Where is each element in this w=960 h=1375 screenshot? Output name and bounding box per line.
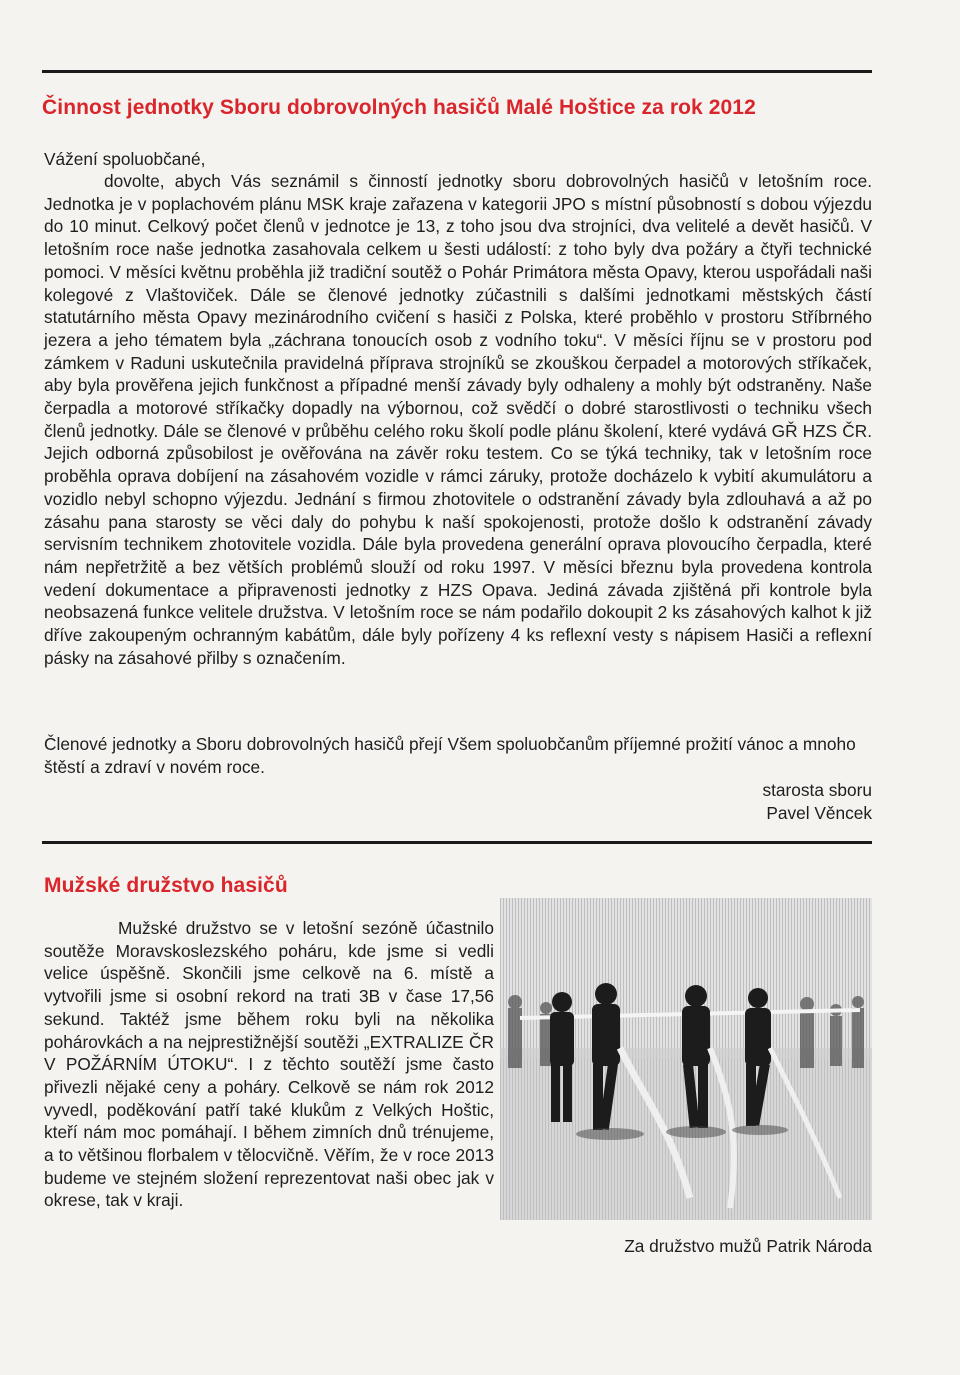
holiday-wish: Členové jednotky a Sboru dobrovolných hasičů přejí Všem spoluobčanům příjemné prožití vánoc a mnoho štěstí a zdraví v novém roce. [44,734,856,777]
top-divider [42,70,872,73]
section-divider [42,841,872,844]
section-title-unit-activity: Činnost jednotky Sboru dobrovolných hasičů Malé Hoštice za rok 2012 [42,96,756,119]
signature-name: Pavel Věncek [766,802,872,823]
team-photo [500,898,872,1220]
activity-report-text: dovolte, abych Vás seznámil s činností jednotky sboru dobrovolných hasičů v letošním roce. Jednotka je v poplachovém plánu MSK kraje zařazena v kategorii JPO s místní působností s dobou výjezdu do 10 minut. Celkový počet členů v jednotce je 13, z toho jsou dva strojníci, dva velitelé a devět hasičů. V letošním roce naše jednotka zasahovala celkem u šesti událostí: z toho byly dva požáry a čtyři technické pomoci. V měsíci květnu proběhla již tradiční soutěž o Pohár Primátora města Opavy, kterou uspořádali naši kolegové z Vlaštoviček. Dále se členové jednotky zúčastnili s dalšími jednotkami městských částí statutárního města Opavy mezinárodního cvičení s hasiči z Polska, které proběhlo v prostoru Stříbrného jezera a jeho tématem byla „záchrana tonoucích osob z vodního toku“. V měsíci říjnu se v prostoru pod zámkem v Raduni uskutečnila pravidelná příprava strojníků se zkouškou čerpadel a motorových stříkaček, aby byla prověřena jejich funkčnost a případné menší závady byly odhaleny a mohly být odstraněny. Naše čerpadla a motorové stříkačky dopadly na výbornou, což svědčí o dobré starostlivosti o techniku všech členů jednotky. Dále se členové v průběhu celého roku školí podle plánu školení, které vydává GŘ HZS ČR. Jejich odborná způsobilost je ověřována na závěr roku testem. Co se týká techniky, tak v letošním roce proběhla oprava dobíjení na zásahovém vozidle v rámci záruky, protože docházelo k vybití akumulátoru a vozidlo nebyl schopno výjezdu. Jednání s firmou zhotovitele o odstranění závady byla zdlouhavá a až po zásahu pana starosty se věci daly do pohybu k naší spokojenosti, protože došlo k odstranění závady servisním technikem zhotovitele vozidla. Dále byla provedena generální oprava plovoucího čerpadla, které nám nepřetržitě a bez větších problémů slouží od roku 1997. V měsíci březnu byla provedena kontrola vedení dokumentace a připravenosti jednotky z HZS Opava. Jediná závada zjištěná při kontrole byla neobsazená funkce velitele družstva. V letošním roce se nám podařilo dokoupit 2 ks zásahových kalhot k již dříve zakoupeným ochranným kabátům, dále byly pořízeny 4 ks reflexní vesty s nápisem Hasiči a reflexní pásky na zásahové přilby s označením. [44,171,872,668]
mens-team-text: Mužské družstvo se v letošní sezóně účastnilo soutěže Moravskoslezského poháru, kde jsme si vedli velice úspěšně. Skončili jsme celkově na 6. místě a vytvořili jsme si osobní rekord na trati 3B v čase 17,56 sekund. Taktéž jsme během roku byli na několika pohárovkách a na nejprestižnější soutěži „EXTRALIZE ČR V POŽÁRNÍM ÚTOKU“. I z těchto soutěží jsme často přivezli nějaké ceny a poháry. Celkově se nám rok 2012 vyvedl, poděkování patří také klukům z Velkých Hoštic, kteří nám moc pomáhají. I během zimních dnů trénujeme, a to většinou florbalem v tělocvičně. Věřím, že v roce 2013 budeme ve stejném složení reprezentovat naši obec jak v okrese, tak v kraji. [44,918,494,1211]
greeting: Vážení spoluobčané, [44,149,206,169]
section-title-mens-team: Mužské družstvo hasičů [44,874,288,897]
newsletter-page [42,0,872,1375]
photo-caption: Za družstvo mužů Patrik Národa [624,1236,872,1256]
signature-block [762,779,872,824]
team-photo-illustration [500,898,872,1220]
signature-role: starosta sboru [762,780,872,800]
